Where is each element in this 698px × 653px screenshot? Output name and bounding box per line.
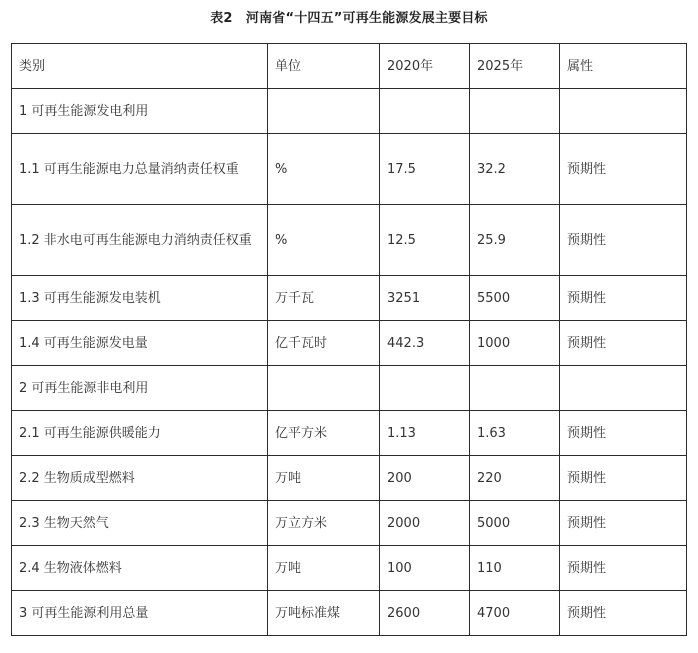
table-row: [12, 591, 687, 636]
table-row: [12, 501, 687, 546]
cell-2020: [380, 366, 470, 411]
cell-unit: 万千瓦: [268, 276, 380, 321]
cell-attribute: 预期性: [560, 276, 687, 321]
table-header-row: [12, 44, 687, 89]
cell-unit: [268, 89, 380, 134]
cell-category: 2.1 可再生能源供暖能力: [12, 411, 268, 456]
cell-2020: 17.5: [380, 134, 470, 205]
table-row: [12, 411, 687, 456]
cell-2025: [470, 89, 560, 134]
cell-attribute: [560, 366, 687, 411]
cell-unit: 万吨: [268, 456, 380, 501]
cell-2020: 100: [380, 546, 470, 591]
cell-2020: [380, 89, 470, 134]
cell-2020: 2600: [380, 591, 470, 636]
cell-2025: [470, 366, 560, 411]
cell-category: 2.3 生物天然气: [12, 501, 268, 546]
cell-attribute: 预期性: [560, 456, 687, 501]
cell-category: 1 可再生能源发电利用: [12, 89, 268, 134]
header-attribute: 属性: [560, 44, 687, 89]
cell-attribute: 预期性: [560, 321, 687, 366]
cell-category: 1.4 可再生能源发电量: [12, 321, 268, 366]
table-caption: 表2 河南省“十四五”可再生能源发展主要目标: [210, 11, 488, 26]
header-2020: 2020年: [380, 44, 470, 89]
header-category: 类别: [12, 44, 268, 89]
cell-attribute: 预期性: [560, 134, 687, 205]
cell-unit: 万吨标准煤: [268, 591, 380, 636]
cell-unit: %: [268, 134, 380, 205]
cell-2025: 1.63: [470, 411, 560, 456]
cell-attribute: 预期性: [560, 591, 687, 636]
cell-unit: 亿千瓦时: [268, 321, 380, 366]
cell-attribute: 预期性: [560, 501, 687, 546]
cell-2025: 1000: [470, 321, 560, 366]
cell-unit: 万立方米: [268, 501, 380, 546]
cell-unit: 万吨: [268, 546, 380, 591]
cell-2020: 200: [380, 456, 470, 501]
cell-attribute: 预期性: [560, 546, 687, 591]
cell-category: 2.2 生物质成型燃料: [12, 456, 268, 501]
cell-2025: 5000: [470, 501, 560, 546]
cell-2020: 1.13: [380, 411, 470, 456]
cell-2020: 12.5: [380, 205, 470, 276]
table-row: [12, 456, 687, 501]
table-row: [12, 134, 687, 205]
cell-2025: 220: [470, 456, 560, 501]
table-row: [12, 89, 687, 134]
cell-2020: 2000: [380, 501, 470, 546]
cell-2025: 110: [470, 546, 560, 591]
table-row: [12, 321, 687, 366]
header-unit: 单位: [268, 44, 380, 89]
cell-attribute: [560, 89, 687, 134]
cell-unit: 亿平方米: [268, 411, 380, 456]
cell-category: 1.2 非水电可再生能源电力消纳责任权重: [12, 205, 268, 276]
cell-2025: 4700: [470, 591, 560, 636]
table-row: [12, 546, 687, 591]
cell-2020: 3251: [380, 276, 470, 321]
targets-table: [11, 43, 687, 636]
cell-2020: 442.3: [380, 321, 470, 366]
cell-attribute: 预期性: [560, 411, 687, 456]
cell-2025: 32.2: [470, 134, 560, 205]
cell-unit: %: [268, 205, 380, 276]
cell-category: 1.1 可再生能源电力总量消纳责任权重: [12, 134, 268, 205]
cell-category: 2.4 生物液体燃料: [12, 546, 268, 591]
table-row: [12, 366, 687, 411]
cell-attribute: 预期性: [560, 205, 687, 276]
table-row: [12, 205, 687, 276]
cell-category: 2 可再生能源非电利用: [12, 366, 268, 411]
table-row: [12, 276, 687, 321]
cell-unit: [268, 366, 380, 411]
cell-category: 1.3 可再生能源发电装机: [12, 276, 268, 321]
cell-category: 3 可再生能源利用总量: [12, 591, 268, 636]
cell-2025: 25.9: [470, 205, 560, 276]
cell-2025: 5500: [470, 276, 560, 321]
header-2025: 2025年: [470, 44, 560, 89]
